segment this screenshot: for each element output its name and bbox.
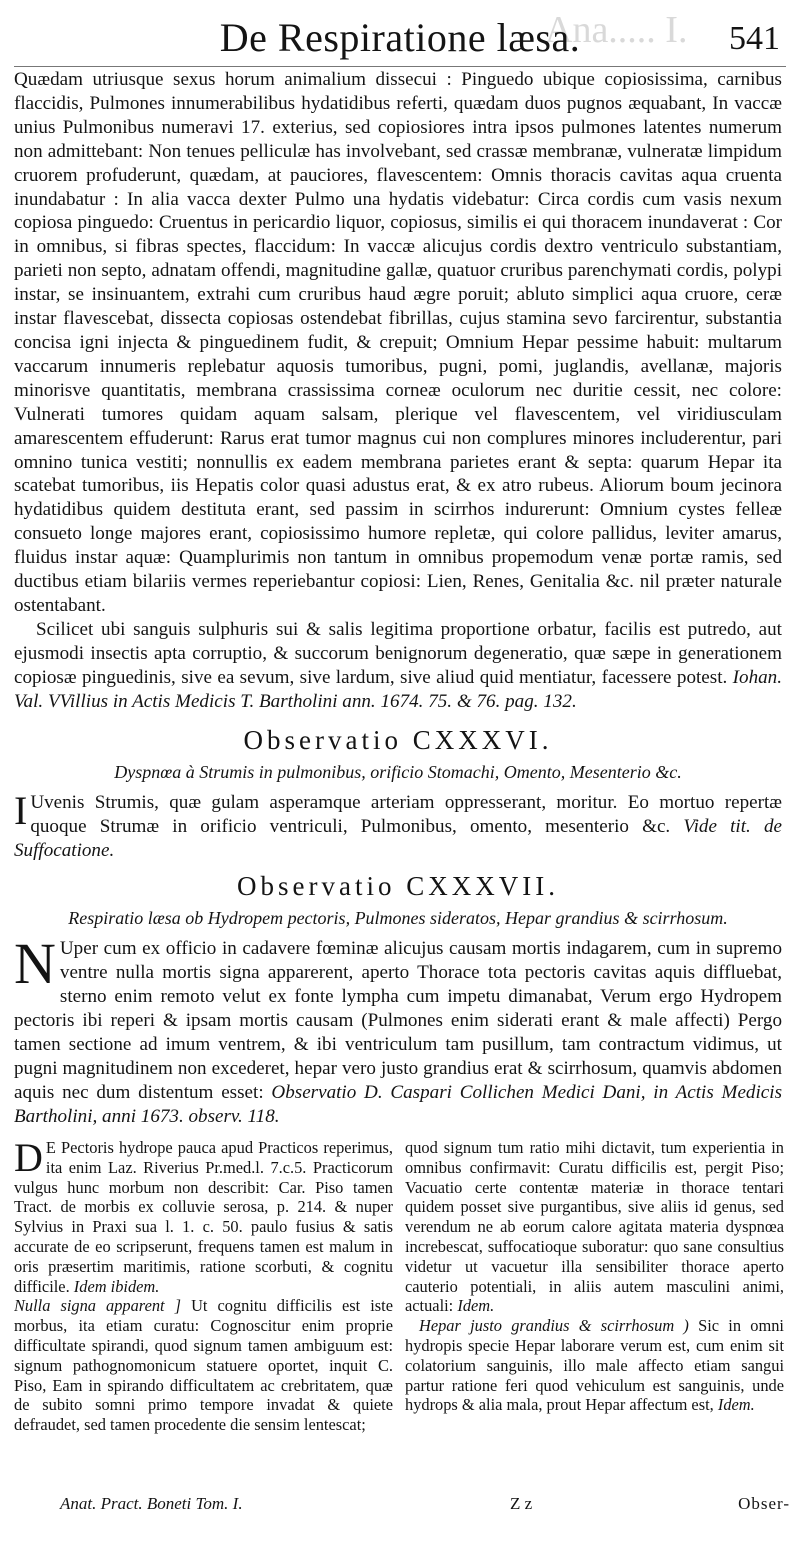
observation-137-body: Uper cum ex officio in cadavere fœminæ alicujus causam mortis indagarem, cum in supremo ventre nulla mortis signa apparerent, aperto Thorace tota pectoris cavitas aquis diffluebat, sterno enim remoto velut ex fonte lympha cum impetu dimanabat, Verum ergo Hydropem pectoris ibi reperi & ipsam mortis causam (Pulmones enim siderati erant & male affecti) Pergo tamen sectione ad imum ventrem, & ibi ventriculum tam pusillum, tam contractum vidimus, ut pugni magnitudinem non excederet, hepar vero justo grandius erat & scirrhosum, quamvis abdomen aquis nec dum distentum esset: — [14, 938, 782, 1103]
paragraph-2-text: Scilicet ubi sanguis sulphuris sui & salis legitima proportione orbatur, facilis est putredo, aut ejusmodi insectis apta corruptio, & succorum benignorum degeneratio, quæ sæpe in generationem copiosæ pinguedinis, sive ea sevum, sive lardum, sive aliud quid mentiatur, facessere potest. — [14, 618, 782, 688]
commentary-left-p2 — [14, 1296, 393, 1435]
observation-136-heading: Observatio CXXXVI. — [243, 725, 553, 756]
commentary-left-p1 — [14, 1138, 393, 1296]
paragraph-2-citation: Iohan. Val. VVillius in Actis Medicis T. Bartholini ann. 1674. 75. & 76. pag. 132. — [14, 666, 782, 712]
page-footer — [0, 1494, 800, 1518]
commentary-right-column — [405, 1138, 784, 1488]
commentary-left-p2-lead: Nulla signa apparent ] — [14, 1296, 182, 1316]
commentary-initial: D — [14, 1138, 43, 1180]
main-text — [14, 68, 782, 1128]
catchword: Obser- — [738, 1494, 790, 1513]
bleed-through-text: Ana..... I. — [545, 9, 688, 51]
observation-136-body: Uvenis Strumis, quæ gulam asperamque arteriam oppresserant, moritur. Eo mortuo repertæ quoque Strumæ in orificio ventriculi, Pulmonibus, omento, mesenterio &c. — [30, 792, 782, 838]
observation-137-citation: Observatio D. Caspari Collichen Medici Dani, in Actis Medicis Bartholini, anni 1673. observ. 118. — [14, 1081, 782, 1127]
paragraph-1: Quædam utriusque sexus horum animalium dissecui : Pinguedo ubique copiosissima, carnibus flaccidis, Pulmones innumerabilibus hydatidibus referti, quædam duos pugnos æquabant, In vaccæ unius Pulmonibus numeravi 17. exterius, sed copiosiores intra ipsos pulmones latentes numerum non admittebant: Non tenues pelliculæ has involvebant, sed crassæ membranæ, vulneratæ limpidum cruorem profuderunt, quædam, at pauciores, flavescentem: Omnis thoracis cavitas aqua cruenta inundabatur : In alia vacca dexter Pulmo una hydatis videbatur: Circa cordis cum vasis nexum copiosa pinguedo: Cruentus in pericardio liquor, copiosus, similis ei qui thoracem inundaverat : Cor in omnibus, si fibras spectes, flaccidum: In vaccæ alicujus cordis dextro ventriculo substantiam, parieti non septo, adnatam offendi, magnitudine gallæ, quatuor cruribus parenchymati cordis, polypi instar, se insinuantem, extrahi cum cruribus haud ægre poruit; abluto simplici aqua cruore, ceræ instar flavescebat, dissecta copiosas ostendebat fibrillas, cujus stamina sevo farcirentur, substantia concisa igni injecta & pinguedinem fudit, & crepuit; Omnium Hepar pessime habuit: multarum vaccarum innumeris replebatur aquosis tumoribus, pugni, pomi, juglandis, avellanæ, majoris minorisve quantitatis, membrana crassissima corneæ oculorum nec duritie cessit, nec colore: Vulnerati tumores quidam aquam salsam, plerique vel flavescentem, vel viridiusculam amarescentem effuderunt: Rarus erat tumor magnus cui non complures minores includerentur, pari omnino tunica vestiti; nonnullis ex eadem membrana parietes erant & septa: quarum Hepar ita scatebat tumoribus, iis Hepatis color quasi adustus erat, & ex atro rubeus. Aliorum boum jecinora hydatidibus quidem destituta erant, sed passim in scirrhos indurerunt: Omnium cystes felleæ consueto longe majores erant, copiosissimo humore repletæ, qui colore pallidus, leviter amarus, fluidus instar aquæ: Quamplurimis non tantum in omnibus propemodum venæ portæ ramis, sed ductibus etiam bilariis vermes reperiebantur copiosi: Lien, Renes, Genitalia &c. nil præter naturale ostentabant. — [14, 69, 782, 616]
commentary-right-p2-cite: Idem. — [717, 1395, 755, 1415]
commentary-right-p1-text: quod signum tum ratio mihi dictavit, tum experientia in omnibus confirmavit: Curatu difficilis est, pergit Piso; Vacuatio certe contentæ materiæ in thorace tentari quidem posset sive purgantibus, sive aliis id genus, sed verendum ne ab eorum calore agitata materia dyspnœa increbescat, suffocatioque suboratur: quo sane consultius videtur ut vacuetur illa sensibiliter thorace aperto cauterio potentiali, in aliis autem masculini animi, actuali: — [405, 1138, 784, 1316]
observation-136-text — [14, 788, 782, 863]
header-rule — [14, 66, 786, 67]
observation-136-initial: I — [14, 788, 28, 834]
commentary-right-p2-lead: Hepar justo grandius & scirrhosum ) — [419, 1316, 689, 1336]
footer-book-title: Anat. Pract. Boneti Tom. I. — [60, 1494, 243, 1513]
observation-137-heading: Observatio CXXXVII. — [237, 871, 559, 902]
commentary-right-p2 — [405, 1316, 784, 1415]
signature-mark: Z z — [510, 1494, 533, 1513]
commentary-right-p1-cite: Idem. — [457, 1296, 495, 1316]
commentary-right-p1 — [405, 1138, 784, 1316]
commentary-left-p1-text: E Pectoris hydrope pauca apud Practicos reperimus, ita enim Laz. Riverius Pr.med.l. 7.c.5. Practicorum vulgus hunc morbum non describit: Car. Piso tamen Tract. de morbis ex colluvie serosa, p. 214. & nuper Sylvius in Praxi sua l. 1. c. 50. paulo fusius & satis accurate de eo scripserunt, frequens tamen est malum in oris præsertim maritimis, ratione scorbuti, & cognitu difficile. — [14, 1138, 393, 1296]
observation-137-text — [14, 931, 782, 1128]
commentary-columns — [14, 1138, 784, 1488]
commentary-right-p2-text: Sic in omni hydropis specie Hepar laborare verum est, cum enim sit colatorium sanguinis, illo male affecto etiam sangui partur ratione feri quod vehiculum est sanguinis, unde hydrops & alia mala, prout Hepar affectum est, — [405, 1316, 784, 1415]
paragraph-2 — [14, 618, 782, 714]
observation-137-summary: Respiratio læsa ob Hydropem pectoris, Pulmones sideratos, Hepar grandius & scirrhosum. — [68, 908, 728, 929]
observation-136-summary: Dyspnœa à Strumis in pulmonibus, orificio Stomachi, Omento, Mesenterio &c. — [114, 762, 682, 783]
commentary-left-column — [14, 1138, 393, 1488]
commentary-left-p2-text: Ut cognitu difficilis est iste morbus, ita etiam curatu: Cognoscitur enim proprie difficultate spirandi, quod signum tamen ambiguum est: signum pathognomonicum statuere oportet, inquit C. Piso, Eam in spirando difficultatem ac crebritatem, quæ de subito somni primo tempore invadat & quiete defraudet, sed tamen procedente die sensim lentescat; — [14, 1296, 393, 1435]
page-number: 541 — [729, 20, 780, 57]
observation-136-citation: Vide tit. de Suffocatione. — [14, 816, 782, 862]
observation-137-initial: N — [14, 931, 56, 997]
commentary-left-p1-cite: Idem ibidem. — [73, 1276, 160, 1296]
page-title: De Respiratione læsa. — [219, 15, 581, 60]
